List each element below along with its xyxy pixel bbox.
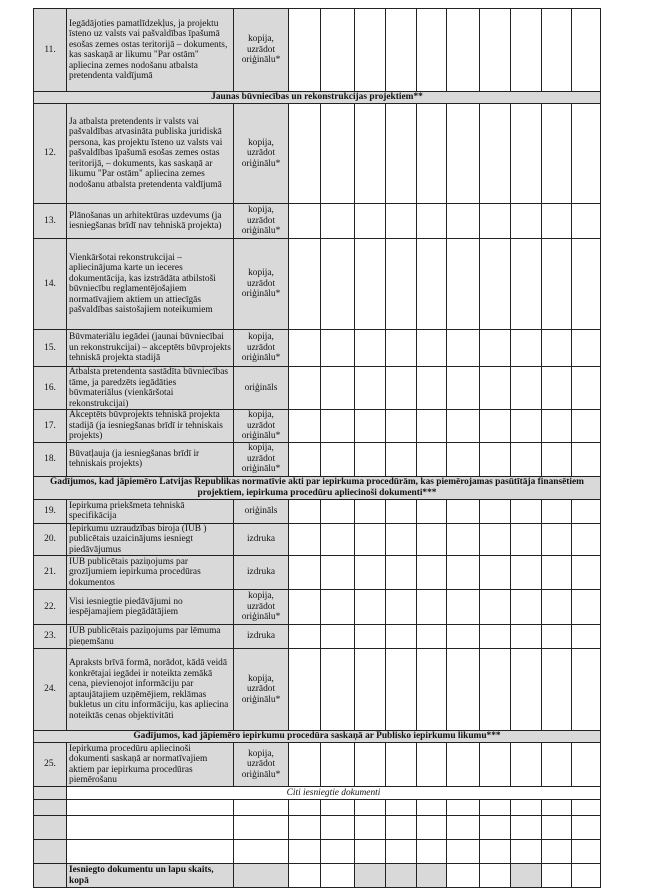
entry-cell (289, 499, 321, 523)
entry-cell (542, 367, 572, 410)
row-number: 23. (34, 625, 67, 649)
entry-cell (417, 330, 447, 367)
entry-cell (480, 816, 511, 840)
entry-cell (480, 649, 511, 731)
entry-cell (386, 204, 417, 239)
entry-cell (572, 840, 601, 864)
document-type: kopija, uzrādot oriģinālu* (234, 330, 289, 367)
section-header: Gadījumos, kad jāpiemēro Latvijas Republikas normatīvie akti par iepirkuma procedūrām, kas piemērojamas pasūtītāja finansētiem projektiem, iepirkuma procedūru apliecinoši dokumenti*** (34, 476, 601, 499)
entry-cell (542, 442, 572, 476)
entry-cell (447, 499, 480, 523)
table-row (34, 743, 601, 787)
entry-cell (355, 625, 386, 649)
entry-cell (355, 442, 386, 476)
entry-cell (417, 239, 447, 330)
entry-cell (542, 864, 572, 888)
entry-cell (511, 625, 542, 649)
entry-cell (417, 442, 447, 476)
entry-cell (386, 442, 417, 476)
entry-cell (355, 9, 386, 92)
entry-cell (386, 330, 417, 367)
document-type: oriģināls (234, 367, 289, 410)
entry-cell (417, 367, 447, 410)
entry-cell (447, 864, 480, 888)
entry-cell (355, 649, 386, 731)
entry-cell (321, 367, 355, 410)
entry-cell (321, 330, 355, 367)
entry-cell (289, 239, 321, 330)
entry-cell (511, 649, 542, 731)
documents-table (33, 8, 601, 888)
entry-cell (417, 104, 447, 204)
entry-cell (355, 523, 386, 556)
entry-cell (511, 840, 542, 864)
entry-cell (480, 239, 511, 330)
entry-cell (542, 204, 572, 239)
other-documents-header (34, 787, 601, 800)
document-description (67, 816, 234, 840)
row-number: 17. (34, 410, 67, 443)
entry-cell (542, 330, 572, 367)
entry-cell (355, 590, 386, 625)
entry-cell (417, 625, 447, 649)
entry-cell (289, 442, 321, 476)
entry-cell (480, 410, 511, 443)
entry-cell (417, 556, 447, 590)
entry-cell (572, 649, 601, 731)
entry-cell (447, 840, 480, 864)
entry-cell (447, 204, 480, 239)
entry-cell (417, 743, 447, 787)
entry-cell (417, 9, 447, 92)
entry-cell (542, 556, 572, 590)
document-description: Būvmateriālu iegādei (jaunai būvniecībai un rekonstrukcijai) – akceptēts būvprojekts tehniskā projekta stadijā (67, 330, 234, 367)
entry-cell (321, 840, 355, 864)
entry-cell (447, 442, 480, 476)
entry-cell (572, 330, 601, 367)
document-type (234, 864, 289, 888)
entry-cell (511, 864, 542, 888)
table-row (34, 649, 601, 731)
document-description: Visi iesniegtie piedāvājumi no iespējamajiem piegādātājiem (67, 590, 234, 625)
entry-cell (511, 743, 542, 787)
entry-cell (542, 625, 572, 649)
entry-cell (321, 239, 355, 330)
entry-cell (572, 204, 601, 239)
entry-cell (355, 864, 386, 888)
entry-cell (321, 625, 355, 649)
row-number: 25. (34, 743, 67, 787)
entry-cell (511, 410, 542, 443)
entry-cell (417, 649, 447, 731)
entry-cell (321, 556, 355, 590)
table-row (34, 442, 601, 476)
document-type: kopija, uzrādot oriģinālu* (234, 239, 289, 330)
entry-cell (447, 649, 480, 731)
row-number (34, 787, 67, 800)
entry-cell (511, 816, 542, 840)
entry-cell (386, 590, 417, 625)
entry-cell (480, 523, 511, 556)
entry-cell (289, 330, 321, 367)
entry-cell (289, 9, 321, 92)
entry-cell (447, 523, 480, 556)
entry-cell (447, 816, 480, 840)
entry-cell (447, 625, 480, 649)
entry-cell (289, 840, 321, 864)
entry-cell (321, 499, 355, 523)
entry-cell (572, 625, 601, 649)
document-description: Apraksts brīvā formā, norādot, kādā veidā konkrētajai iegādei ir noteikta zemākā cena, pievienojot informāciju par aptaujātajiem uzņēmējiem, reklāmas bukletus un citu informāciju, kas apliecina noteiktās cenas objektivitāti (67, 649, 234, 731)
entry-cell (289, 204, 321, 239)
entry-cell (480, 864, 511, 888)
documents-table-body (34, 9, 601, 888)
entry-cell (511, 330, 542, 367)
document-type: oriģināls (234, 499, 289, 523)
entry-cell (289, 816, 321, 840)
entry-cell (321, 410, 355, 443)
row-number: 24. (34, 649, 67, 731)
blank-row (34, 800, 601, 816)
entry-cell (289, 864, 321, 888)
row-number: 14. (34, 239, 67, 330)
entry-cell (289, 523, 321, 556)
section-publisko-iepirkumu (34, 731, 601, 743)
table-row (34, 330, 601, 367)
entry-cell (447, 556, 480, 590)
entry-cell (511, 499, 542, 523)
document-type: izdruka (234, 556, 289, 590)
document-type: izdruka (234, 625, 289, 649)
document-description: Iepirkuma priekšmeta tehniskā specifikācija (67, 499, 234, 523)
entry-cell (321, 523, 355, 556)
entry-cell (480, 590, 511, 625)
document-type: kopija, uzrādot oriģinālu* (234, 442, 289, 476)
entry-cell (511, 104, 542, 204)
entry-cell (572, 556, 601, 590)
row-number (34, 800, 67, 816)
section-header: Jaunas būvniecības un rekonstrukcijas projektiem** (34, 92, 601, 104)
document-description: IUB publicētais paziņojums par lēmuma pieņemšanu (67, 625, 234, 649)
entry-cell (289, 625, 321, 649)
document-type: kopija, uzrādot oriģinālu* (234, 410, 289, 443)
table-row (34, 204, 601, 239)
entry-cell (417, 499, 447, 523)
entry-cell (417, 816, 447, 840)
entry-cell (572, 104, 601, 204)
entry-cell (355, 330, 386, 367)
entry-cell (355, 104, 386, 204)
section-jaunas-buvniecibas (34, 92, 601, 104)
table-row (34, 556, 601, 590)
table-row (34, 410, 601, 443)
document-description: Plānošanas un arhitektūras uzdevums (ja iesniegšanas brīdī nav tehniskā projekta) (67, 204, 234, 239)
entry-cell (447, 330, 480, 367)
entry-cell (321, 864, 355, 888)
entry-cell (289, 410, 321, 443)
entry-cell (321, 442, 355, 476)
entry-cell (386, 523, 417, 556)
document-description: Akceptēts būvprojekts tehniskā projekta stadijā (ja iesniegšanas brīdī ir tehniskais projekts) (67, 410, 234, 443)
entry-cell (542, 840, 572, 864)
entry-cell (572, 743, 601, 787)
entry-cell (321, 649, 355, 731)
entry-cell (386, 649, 417, 731)
row-number: 18. (34, 442, 67, 476)
entry-cell (355, 367, 386, 410)
entry-cell (480, 330, 511, 367)
entry-cell (480, 800, 511, 816)
entry-cell (572, 410, 601, 443)
entry-cell (447, 367, 480, 410)
entry-cell (321, 800, 355, 816)
document-description: Iepirkumu uzraudzības biroja (IUB ) publicētais uzaicinājums iesniegt piedāvājumus (67, 523, 234, 556)
table-row (34, 367, 601, 410)
section-iepirkuma-proceduras (34, 476, 601, 499)
entry-cell (542, 499, 572, 523)
document-description (67, 800, 234, 816)
entry-cell (386, 840, 417, 864)
entry-cell (386, 743, 417, 787)
entry-cell (511, 590, 542, 625)
document-type: kopija, uzrādot oriģinālu* (234, 743, 289, 787)
row-number (34, 864, 67, 888)
entry-cell (447, 590, 480, 625)
entry-cell (542, 590, 572, 625)
entry-cell (417, 410, 447, 443)
entry-cell (480, 625, 511, 649)
entry-cell (447, 9, 480, 92)
document-description: Iegādājoties pamatlīdzekļus, ja projektu īsteno uz valsts vai pašvaldības īpašumā esošas zemes ostas teritorijā – dokuments, kas saskaņā ar likumu "Par ostām" apliecina zemes nodošanu atbalsta pretendenta valdījumā (67, 9, 234, 92)
entry-cell (511, 367, 542, 410)
document-type (234, 816, 289, 840)
entry-cell (386, 816, 417, 840)
table-row (34, 625, 601, 649)
document-type: kopija, uzrādot oriģinālu* (234, 590, 289, 625)
entry-cell (386, 239, 417, 330)
entry-cell (355, 239, 386, 330)
document-description: Atbalsta pretendenta sastādīta būvniecības tāme, ja paredzēts iegādāties būvmateriālus (vienkāršotai rekonstrukcijai) (67, 367, 234, 410)
entry-cell (321, 590, 355, 625)
row-number: 19. (34, 499, 67, 523)
row-number: 21. (34, 556, 67, 590)
entry-cell (386, 800, 417, 816)
document-type: kopija, uzrādot oriģinālu* (234, 649, 289, 731)
document-type: izdruka (234, 523, 289, 556)
row-number: 22. (34, 590, 67, 625)
entry-cell (386, 9, 417, 92)
document-description (67, 840, 234, 864)
entry-cell (542, 800, 572, 816)
entry-cell (511, 523, 542, 556)
total-row (34, 864, 601, 888)
entry-cell (542, 410, 572, 443)
entry-cell (386, 556, 417, 590)
table-row (34, 104, 601, 204)
entry-cell (321, 204, 355, 239)
row-number (34, 816, 67, 840)
entry-cell (355, 743, 386, 787)
entry-cell (289, 743, 321, 787)
entry-cell (480, 204, 511, 239)
other-documents-label: Citi iesniegtie dokumenti (67, 787, 601, 800)
entry-cell (386, 499, 417, 523)
entry-cell (511, 9, 542, 92)
entry-cell (417, 840, 447, 864)
entry-cell (289, 800, 321, 816)
document-type (234, 800, 289, 816)
entry-cell (417, 523, 447, 556)
document-description: Vienkāršotai rekonstrukcijai – apliecinājuma karte un ieceres dokumentācija, kas izstrādāta atbilstoši būvniecību reglamentējošajiem normatīvajiem aktiem un attiecīgās pašvaldības saistošajiem noteikumiem (67, 239, 234, 330)
entry-cell (572, 864, 601, 888)
entry-cell (480, 556, 511, 590)
entry-cell (417, 590, 447, 625)
entry-cell (542, 9, 572, 92)
table-row (34, 9, 601, 92)
entry-cell (289, 104, 321, 204)
entry-cell (480, 442, 511, 476)
row-number: 13. (34, 204, 67, 239)
entry-cell (355, 499, 386, 523)
row-number: 11. (34, 9, 67, 92)
entry-cell (417, 800, 447, 816)
entry-cell (542, 104, 572, 204)
entry-cell (289, 590, 321, 625)
document-description: Būvatļauja (ja iesniegšanas brīdī ir tehniskais projekts) (67, 442, 234, 476)
entry-cell (355, 556, 386, 590)
entry-cell (511, 556, 542, 590)
entry-cell (386, 410, 417, 443)
entry-cell (321, 816, 355, 840)
row-number: 15. (34, 330, 67, 367)
row-number: 20. (34, 523, 67, 556)
total-label: Iesniegto dokumentu un lapu skaits, kopā (67, 864, 234, 888)
entry-cell (447, 104, 480, 204)
entry-cell (355, 204, 386, 239)
entry-cell (289, 367, 321, 410)
table-row (34, 499, 601, 523)
row-number: 12. (34, 104, 67, 204)
entry-cell (386, 625, 417, 649)
entry-cell (542, 239, 572, 330)
entry-cell (480, 743, 511, 787)
entry-cell (417, 864, 447, 888)
entry-cell (321, 743, 355, 787)
entry-cell (572, 800, 601, 816)
entry-cell (480, 499, 511, 523)
entry-cell (386, 864, 417, 888)
entry-cell (480, 9, 511, 92)
entry-cell (572, 590, 601, 625)
document-type: kopija, uzrādot oriģinālu* (234, 204, 289, 239)
entry-cell (572, 442, 601, 476)
document-type: kopija, uzrādot oriģinālu* (234, 104, 289, 204)
entry-cell (417, 204, 447, 239)
entry-cell (542, 743, 572, 787)
document-description: IUB publicētais paziņojums par grozījumiem iepirkuma procedūras dokumentos (67, 556, 234, 590)
entry-cell (355, 800, 386, 816)
entry-cell (572, 523, 601, 556)
table-row (34, 523, 601, 556)
entry-cell (511, 204, 542, 239)
document-description: Iepirkuma procedūru apliecinoši dokumenti saskaņā ar normatīvajiem aktiem par iepirkuma procedūras piemērošanu (67, 743, 234, 787)
blank-row (34, 840, 601, 864)
entry-cell (321, 104, 355, 204)
entry-cell (386, 367, 417, 410)
entry-cell (511, 442, 542, 476)
entry-cell (355, 816, 386, 840)
entry-cell (480, 367, 511, 410)
row-number (34, 840, 67, 864)
entry-cell (447, 743, 480, 787)
entry-cell (289, 649, 321, 731)
entry-cell (386, 104, 417, 204)
entry-cell (572, 499, 601, 523)
entry-cell (511, 800, 542, 816)
entry-cell (289, 556, 321, 590)
entry-cell (355, 410, 386, 443)
entry-cell (572, 816, 601, 840)
document-description: Ja atbalsta pretendents ir valsts vai pašvaldības atvasināta publiska juridiskā persona, kas projektu īsteno uz valsts vai pašvaldības īpašumā esošas zemes ostas teritorijā, – dokuments, kas saskaņā ar likumu "Par ostām" apliecina zemes nodošanu atbalsta pretendenta valdījumā (67, 104, 234, 204)
document-type: kopija, uzrādot oriģinālu* (234, 9, 289, 92)
entry-cell (447, 239, 480, 330)
row-number: 16. (34, 367, 67, 410)
entry-cell (572, 9, 601, 92)
blank-row (34, 816, 601, 840)
entry-cell (480, 840, 511, 864)
entry-cell (572, 239, 601, 330)
entry-cell (542, 523, 572, 556)
entry-cell (511, 239, 542, 330)
entry-cell (542, 816, 572, 840)
table-row (34, 239, 601, 330)
entry-cell (542, 649, 572, 731)
document-type (234, 840, 289, 864)
entry-cell (321, 9, 355, 92)
entry-cell (355, 840, 386, 864)
entry-cell (447, 800, 480, 816)
entry-cell (572, 367, 601, 410)
section-header: Gadījumos, kad jāpiemēro iepirkumu procedūra saskaņā ar Publisko iepirkumu likumu*** (34, 731, 601, 743)
table-row (34, 590, 601, 625)
entry-cell (447, 410, 480, 443)
entry-cell (480, 104, 511, 204)
